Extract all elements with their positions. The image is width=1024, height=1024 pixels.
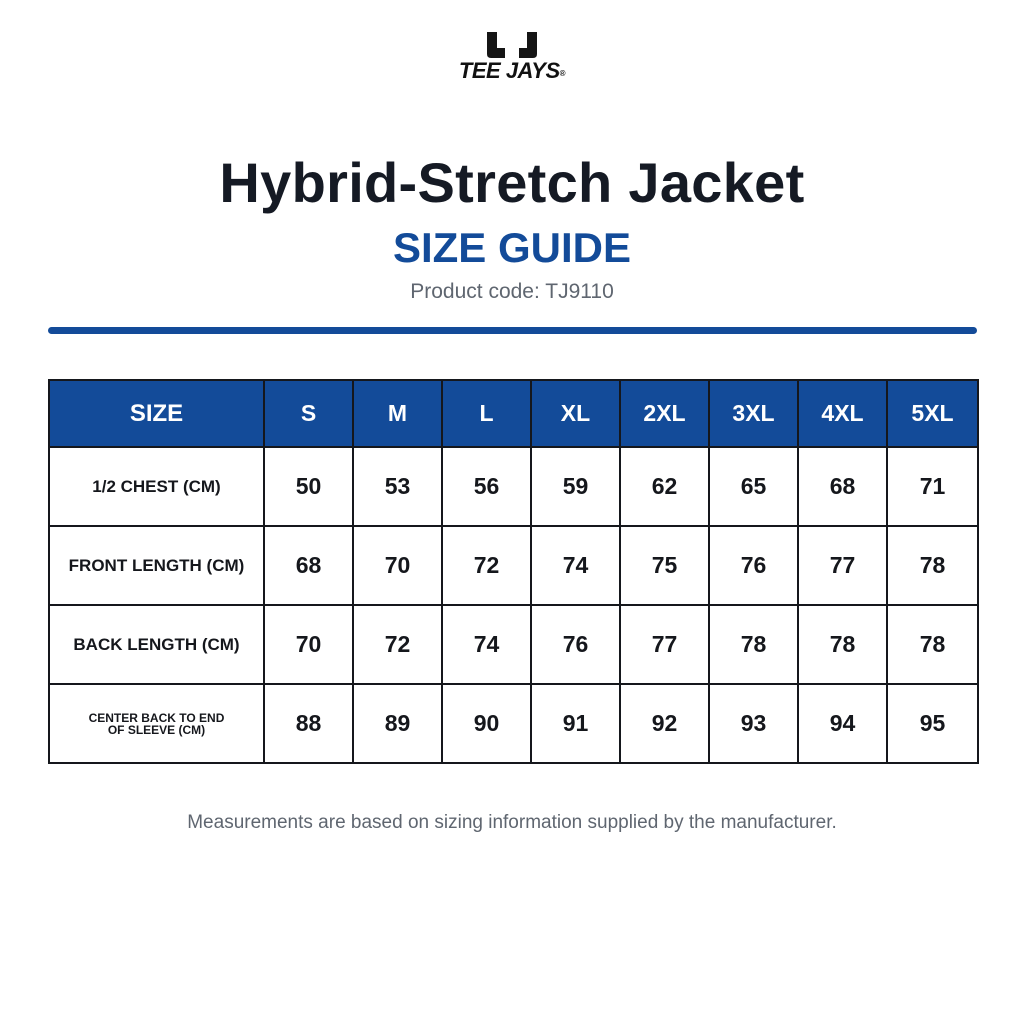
table-cell: 74 bbox=[442, 605, 531, 684]
header-size: 3XL bbox=[709, 380, 798, 447]
row-label: BACK LENGTH (CM) bbox=[49, 605, 264, 684]
header-size: XL bbox=[531, 380, 620, 447]
table-cell: 78 bbox=[887, 526, 978, 605]
header-size: 5XL bbox=[887, 380, 978, 447]
page-subtitle: SIZE GUIDE bbox=[392, 224, 632, 271]
footnote: Measurements are based on sizing information supplied by the manufacturer. bbox=[187, 812, 837, 833]
table-cell: 94 bbox=[798, 684, 887, 763]
row-label bbox=[49, 684, 264, 763]
table-header-row bbox=[49, 380, 978, 447]
header-size: S bbox=[264, 380, 353, 447]
header-size: M bbox=[353, 380, 442, 447]
table-cell: 72 bbox=[353, 605, 442, 684]
page-title: Hybrid-Stretch Jacket bbox=[219, 151, 805, 214]
table-cell: 95 bbox=[887, 684, 978, 763]
table-cell: 75 bbox=[620, 526, 709, 605]
table-cell: 53 bbox=[353, 447, 442, 526]
row-label: 1/2 CHEST (CM) bbox=[49, 447, 264, 526]
header-size-label: SIZE bbox=[49, 380, 264, 447]
header-size: 4XL bbox=[798, 380, 887, 447]
row-label: FRONT LENGTH (CM) bbox=[49, 526, 264, 605]
table-cell: 77 bbox=[798, 526, 887, 605]
table-cell: 93 bbox=[709, 684, 798, 763]
divider bbox=[48, 327, 977, 334]
header-size: L bbox=[442, 380, 531, 447]
table-cell: 62 bbox=[620, 447, 709, 526]
table-cell: 56 bbox=[442, 447, 531, 526]
brand-logo-mark-icon bbox=[485, 32, 539, 60]
brand-logo bbox=[452, 32, 572, 82]
table-cell: 68 bbox=[798, 447, 887, 526]
table-cell: 70 bbox=[264, 605, 353, 684]
table-cell: 68 bbox=[264, 526, 353, 605]
table-row bbox=[49, 447, 978, 526]
table-cell: 78 bbox=[887, 605, 978, 684]
table-row bbox=[49, 526, 978, 605]
table-cell: 74 bbox=[531, 526, 620, 605]
table-cell: 70 bbox=[353, 526, 442, 605]
table-cell: 78 bbox=[798, 605, 887, 684]
header-size: 2XL bbox=[620, 380, 709, 447]
table-cell: 77 bbox=[620, 605, 709, 684]
size-table bbox=[48, 379, 979, 764]
product-code: Product code: TJ9110 bbox=[410, 280, 614, 303]
table-cell: 78 bbox=[709, 605, 798, 684]
table-cell: 76 bbox=[709, 526, 798, 605]
row-label-line: OF SLEEVE (CM) bbox=[107, 722, 206, 737]
table-cell: 76 bbox=[531, 605, 620, 684]
table-cell: 59 bbox=[531, 447, 620, 526]
table-cell: 88 bbox=[264, 684, 353, 763]
brand-logo-text: TEE JAYS® bbox=[458, 58, 566, 83]
table-row bbox=[49, 605, 978, 684]
table-cell: 92 bbox=[620, 684, 709, 763]
row-label-line: CENTER BACK TO END bbox=[88, 710, 225, 725]
table-cell: 89 bbox=[353, 684, 442, 763]
table-cell: 71 bbox=[887, 447, 978, 526]
table-cell: 91 bbox=[531, 684, 620, 763]
table-cell: 72 bbox=[442, 526, 531, 605]
table-row bbox=[49, 684, 978, 763]
table-cell: 90 bbox=[442, 684, 531, 763]
table-cell: 50 bbox=[264, 447, 353, 526]
table-cell: 65 bbox=[709, 447, 798, 526]
